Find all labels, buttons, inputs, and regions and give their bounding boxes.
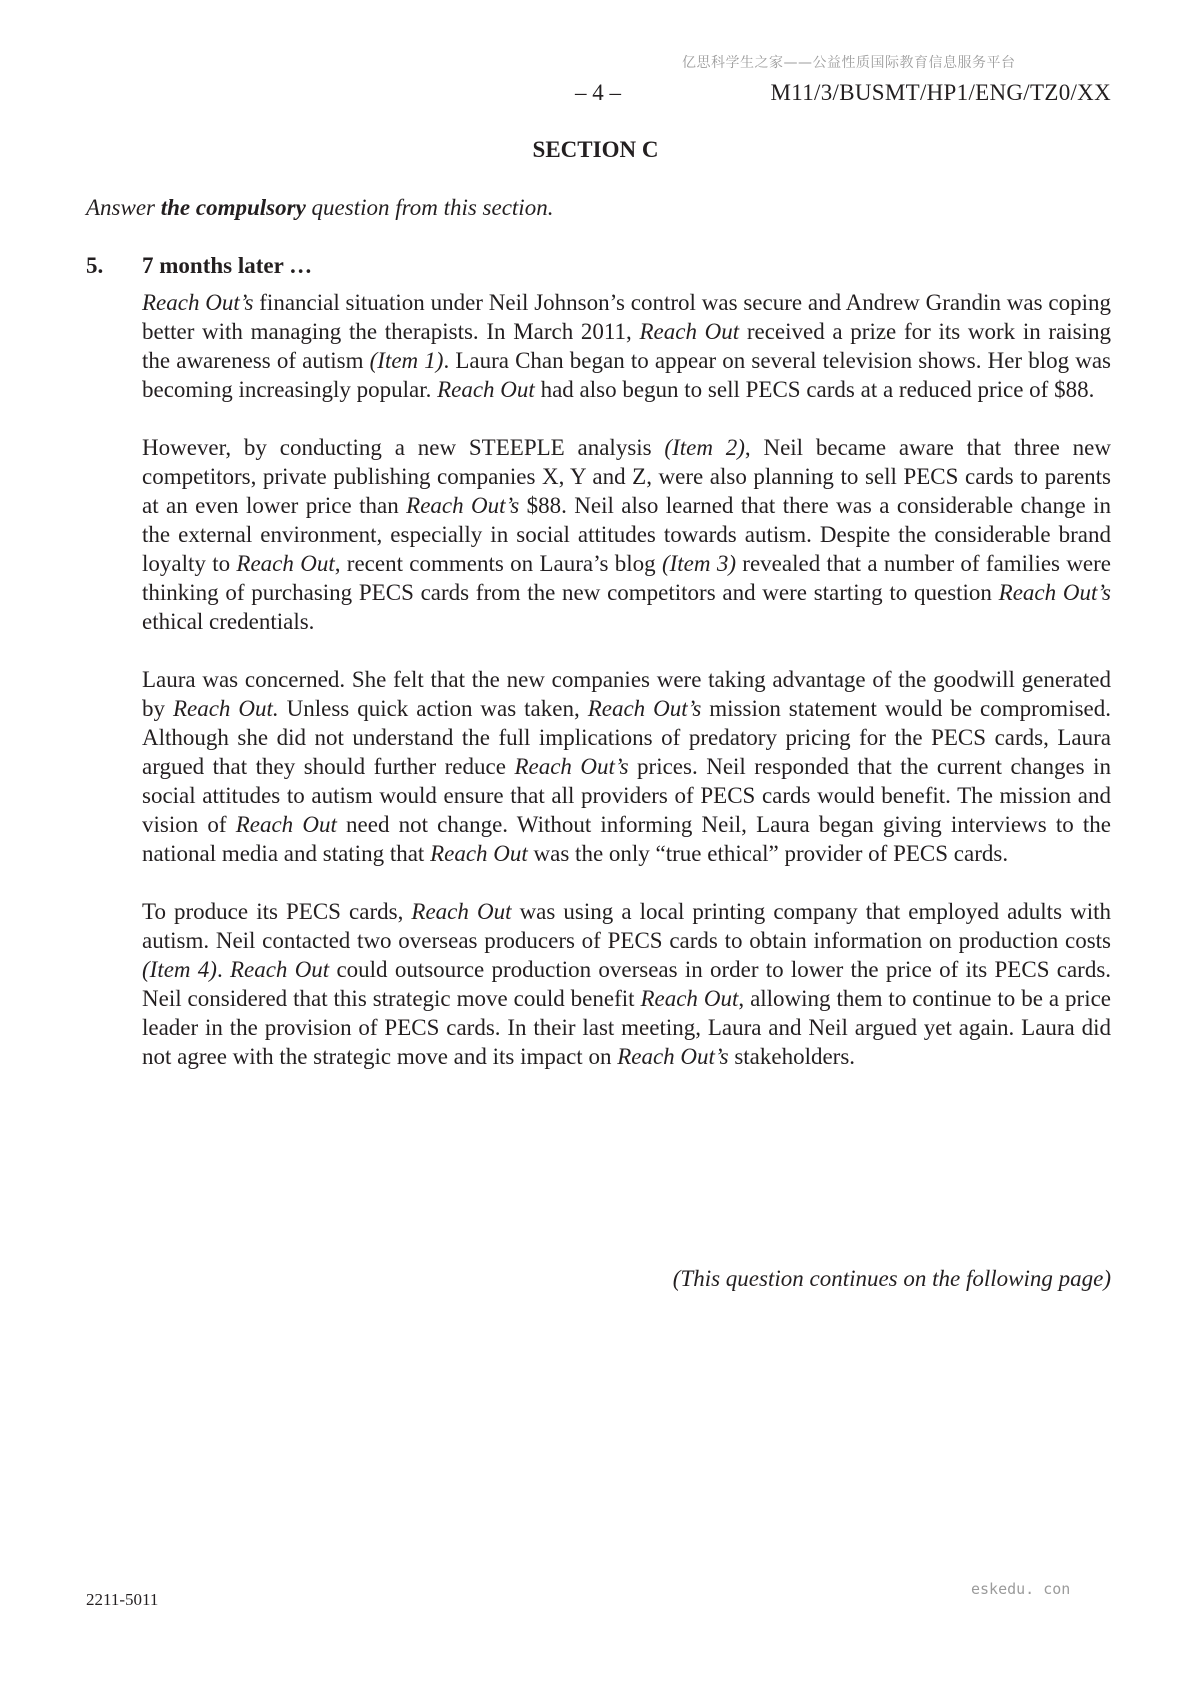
paragraph-text: stakeholders. (728, 1044, 856, 1069)
paragraph-text: , Neil became aware that three new competitors, private publishing companies X, Y and Z, were also planning to sell PECS cards to parents at an even lower price than (142, 435, 1111, 518)
watermark-header: 亿思科学生之家——公益性质国际教育信息服务平台 (682, 55, 1016, 71)
paragraph-text: However, by conducting a new STEEPLE analysis (142, 435, 665, 460)
company-name: Reach Out (229, 957, 330, 982)
exam-code: M11/3/BUSMT/HP1/ENG/TZ0/XX (770, 80, 1111, 105)
company-name: Reach Out (235, 812, 337, 837)
paragraph-text: revealed that a number of families were thinking of purchasing PECS cards from the new competitors and were starting to question (142, 551, 1112, 605)
paragraph-3 (142, 665, 1111, 868)
question-body (142, 288, 1111, 1100)
paragraph-text: received a prize for its work in raising the awareness of autism (142, 319, 1111, 373)
item-reference: (Item 3) (661, 551, 736, 576)
instruction-text-pre: Answer (86, 195, 161, 220)
item-reference: (Item 1) (369, 348, 444, 373)
paragraph-text: was using a local printing company that employed adults with autism. Neil contacted two overseas producers of PECS cards to obtain information on production costs (142, 899, 1111, 953)
continues-note: (This question continues on the following page) (672, 1266, 1111, 1291)
paragraph-text: prices. Neil responded that the current changes in social attitudes to autism would ensure that all providers of PECS cards would benefit. The mission and vision of (142, 754, 1111, 837)
company-name: Reach Out’s (142, 290, 254, 315)
section-title: SECTION C (532, 137, 659, 162)
section-instruction (86, 195, 553, 221)
company-name: Reach Out’s (514, 754, 629, 779)
paragraph-text: financial situation under Neil Johnson’s control was secure and Andrew Grandin was coping better with managing the therapists. In March 2011, (142, 290, 1111, 344)
paragraph-text: Laura was concerned. She felt that the new companies were taking advantage of the goodwill generated by (142, 667, 1111, 721)
footer-code: 2211-5011 (86, 1590, 159, 1609)
instruction-emphasis: the compulsory (160, 195, 306, 220)
company-name: Reach Out’s (998, 580, 1111, 605)
company-name: Reach Out’s (587, 696, 702, 721)
item-reference: (Item 4) (142, 957, 217, 982)
paragraph-text: had also begun to sell PECS cards at a reduced price of $88. (534, 377, 1095, 402)
paragraph-2 (142, 433, 1111, 636)
paragraph-text: mission statement would be compromised. Although she did not understand the full implications of predatory pricing for the PECS cards, Laura argued that they should further reduce (142, 696, 1111, 779)
paragraph-text: need not change. Without informing Neil, Laura began giving interviews to the national media and stating that (142, 812, 1112, 866)
paragraph-text: , allowing them to continue to be a price leader in the provision of PECS cards. In their last meeting, Laura and Neil argued yet again. Laura did not agree with the strategic move and its impact on (142, 986, 1112, 1069)
company-name: Reach Out (236, 551, 335, 576)
company-name: Reach Out (639, 319, 740, 344)
paragraph-1 (142, 288, 1111, 404)
company-name: Reach Out’s (617, 1044, 729, 1069)
company-name: Reach Out (640, 986, 739, 1011)
company-name: Reach Out (411, 899, 512, 924)
instruction-text-post: question from this section. (305, 195, 554, 220)
company-name: Reach Out. (172, 696, 279, 721)
paragraph-text: could outsource production overseas in order to lower the price of its PECS cards. Neil considered that this strategic move could benefit (142, 957, 1112, 1011)
company-name: Reach Out (437, 377, 535, 402)
paragraph-text: , recent comments on Laura’s blog (334, 551, 662, 576)
paragraph-text: ethical credentials. (142, 609, 315, 634)
paragraph-text: was the only “true ethical” provider of PECS cards. (527, 841, 1009, 866)
item-reference: (Item 2) (664, 435, 745, 460)
question-number: 5. (86, 253, 104, 278)
company-name: Reach Out’s (406, 493, 520, 518)
paragraph-text: To produce its PECS cards, (142, 899, 412, 924)
company-name: Reach Out (430, 841, 528, 866)
page-number: – 4 – (575, 80, 621, 105)
paragraph-text: Unless quick action was taken, (278, 696, 588, 721)
paragraph-text: . Laura Chan began to appear on several television shows. Her blog was becoming increasingly popular. (142, 348, 1112, 402)
watermark-footer: eskedu. con (971, 1580, 1071, 1598)
paragraph-text: $88. Neil also learned that there was a considerable change in the external environment, especially in social attitudes towards autism. Despite the considerable brand loyalty to (142, 493, 1111, 576)
paragraph-text: . (216, 957, 230, 982)
paragraph-4 (142, 897, 1111, 1071)
question-title: 7 months later … (142, 253, 313, 278)
